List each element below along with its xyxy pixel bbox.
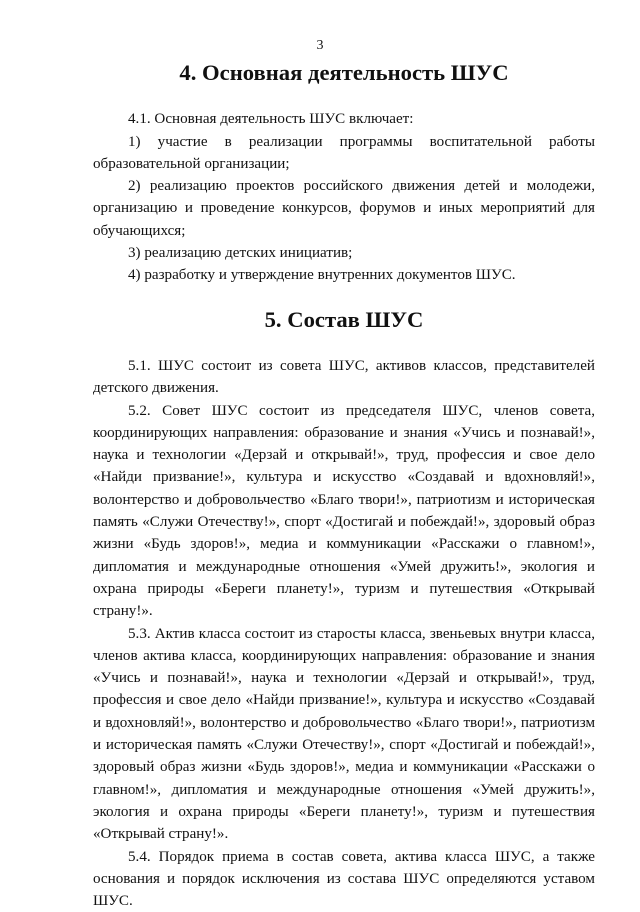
paragraph-4-1-item-1: 1) участие в реализации программы воспитательной работы образовательной организации;: [93, 131, 595, 176]
section-5-heading: 5. Состав ШУС: [93, 309, 595, 331]
paragraph-5-3: 5.3. Актив класса состоит из старосты класса, звеньевых внутри класса, членов актива класса, координирующих направления: образование и знания «Учись и познавай!», наука и технологии «Дерзай и открывай!», труд, профессия и свое дело «Найди призвание!», культура и искусство «Создавай и вдохновляй!», волонтерство и добровольчество «Благо твори!», патриотизм и историческая память «Служи Отечеству!», спорт «Достигай и побеждай!», здоровый образ жизни «Будь здоров!», медиа и коммуникации «Расскажи о главном!», дипломатия и международные отношения «Умей дружить!», экология и охрана природы «Береги планету!», туризм и путешествия «Открывай страну!».: [93, 623, 595, 846]
paragraph-5-2: 5.2. Совет ШУС состоит из председателя ШУС, членов совета, координирующих направления: образование и знания «Учись и познавай!», наука и технологии «Дерзай и открывай!», труд, профессия и свое дело «Найди призвание!», культура и искусство «Создавай и вдохновляй!», волонтерство и добровольчество «Благо твори!», патриотизм и историческая память «Служи Отечеству!», спорт «Достигай и побеждай!», здоровый образ жизни «Будь здоров!», медиа и коммуникации «Расскажи о главном!», дипломатия и международные отношения «Умей дружить!», экология и охрана природы «Береги планету!», туризм и путешествия «Открывай страну!».: [93, 400, 595, 623]
paragraph-5-4: 5.4. Порядок приема в состав совета, актива класса ШУС, а также основания и порядок исключения из состава ШУС определяются уставом ШУС.: [93, 846, 595, 912]
paragraph-4-1: 4.1. Основная деятельность ШУС включает:: [93, 108, 595, 130]
paragraph-4-1-item-2: 2) реализацию проектов российского движения детей и молодежи, организацию и проведение конкурсов, форумов и иных мероприятий для обучающихся;: [93, 175, 595, 242]
page-number: 3: [0, 38, 640, 54]
paragraph-5-1: 5.1. ШУС состоит из совета ШУС, активов классов, представителей детского движения.: [93, 355, 595, 400]
paragraph-4-1-item-4: 4) разработку и утверждение внутренних документов ШУС.: [93, 264, 595, 286]
paragraph-4-1-item-3: 3) реализацию детских инициатив;: [93, 242, 595, 264]
document-body: [93, 60, 595, 912]
section-4-heading: 4. Основная деятельность ШУС: [93, 62, 595, 84]
